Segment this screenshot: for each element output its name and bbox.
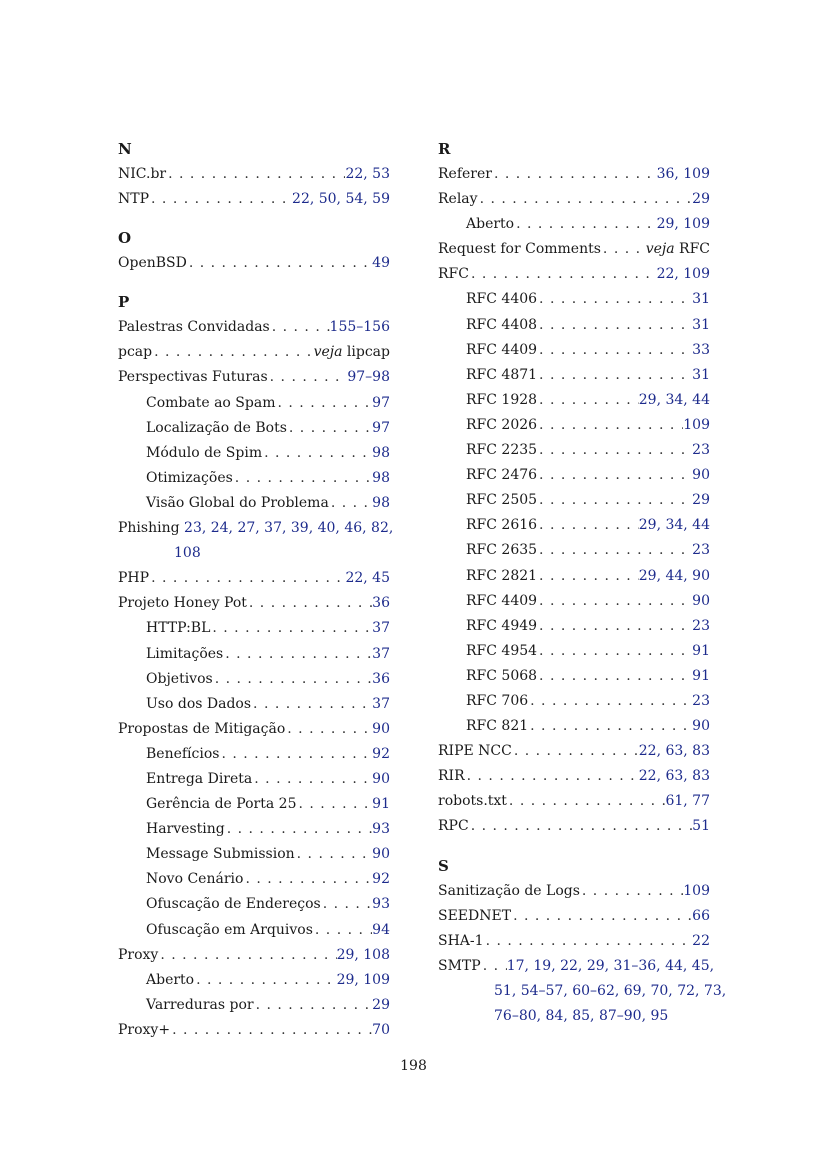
- index-subentry: Harvesting . . . 93: [118, 817, 390, 842]
- page-link[interactable]: 23: [692, 542, 710, 559]
- index-subentry: RFC 821 . . . 90: [438, 714, 710, 739]
- index-entry: pcap . . . veja lipcap: [118, 340, 390, 365]
- page-link[interactable]: 91: [692, 642, 710, 659]
- page-link[interactable]: 22: [692, 932, 710, 949]
- page-link-continuation[interactable]: 76–80, 84, 85, 87–90, 95: [494, 1008, 669, 1024]
- page-link[interactable]: 70: [372, 1021, 390, 1038]
- index-subentry: Ofuscação de Endereços . . . 93: [118, 892, 390, 917]
- page-link[interactable]: 97: [372, 419, 390, 436]
- page-link[interactable]: 22, 50, 54, 59: [292, 191, 390, 208]
- index-subentry: RFC 4954 . . . 91: [438, 639, 710, 664]
- index-entry: Sanitização de Logs . . . 109: [438, 879, 710, 904]
- index-subentry: RFC 2821 . . . 29, 44, 90: [438, 564, 710, 589]
- page-link[interactable]: 29: [692, 492, 710, 509]
- page-link[interactable]: 91: [372, 796, 390, 813]
- index-entry: OpenBSD . . . 49: [118, 251, 390, 276]
- page-link[interactable]: 61, 77: [665, 793, 710, 810]
- index-entry: Proxy . . . 29, 108: [118, 943, 390, 968]
- index-subentry: Varreduras por . . . 29: [118, 993, 390, 1018]
- index-entry: Projeto Honey Pot . . . 36: [118, 591, 390, 616]
- index-subentry: Localização de Bots . . . 97: [118, 416, 390, 441]
- index-entry: RPC . . . 51: [438, 814, 710, 839]
- index-subentry: RFC 5068 . . . 91: [438, 664, 710, 689]
- page-link[interactable]: 93: [372, 896, 390, 913]
- page-link[interactable]: 90: [692, 718, 710, 735]
- index-entry: robots.txt . . . 61, 77: [438, 789, 710, 814]
- page-link[interactable]: 23: [692, 442, 710, 459]
- page-link[interactable]: 97: [372, 394, 390, 411]
- page-link[interactable]: 93: [372, 821, 390, 838]
- page-link[interactable]: 66: [692, 907, 710, 924]
- index-entry: PHP . . . 22, 45: [118, 566, 390, 591]
- index-subentry: Uso dos Dados . . . 37: [118, 692, 390, 717]
- page-link[interactable]: 36: [372, 595, 390, 612]
- index-subentry: Novo Cenário . . . 92: [118, 867, 390, 892]
- page-link[interactable]: 90: [372, 720, 390, 737]
- page-link[interactable]: 29, 34, 44: [638, 517, 710, 534]
- index-subentry: Benefícios . . . 92: [118, 742, 390, 767]
- index-subentry: Ofuscação em Arquivos . . . 94: [118, 918, 390, 943]
- index-column-left: [118, 137, 394, 1043]
- index-subentry: HTTP:BL . . . 37: [118, 616, 390, 641]
- index-subentry: Aberto . . . 29, 109: [438, 212, 710, 237]
- index-subentry: RFC 2476 . . . 90: [438, 463, 710, 488]
- index-entry: RFC . . . 22, 109: [438, 262, 710, 287]
- page-link[interactable]: 23: [692, 617, 710, 634]
- index-column-right: [438, 137, 727, 1029]
- index-entry: Phishing 23, 24, 27, 37, 39, 40, 46, 82,: [118, 516, 390, 541]
- index-entry: Propostas de Mitigação . . . 90: [118, 717, 390, 742]
- index-subentry: RFC 2505 . . . 29: [438, 488, 710, 513]
- index-subentry: Módulo de Spim . . . 98: [118, 441, 390, 466]
- index-entry: SMTP . . . 17, 19, 22, 29, 31–36, 44, 45,: [438, 954, 710, 979]
- page-link[interactable]: 33: [692, 341, 710, 358]
- index-entry: Referer . . . 36, 109: [438, 162, 710, 187]
- page-link[interactable]: 90: [692, 467, 710, 484]
- page-link[interactable]: 23: [692, 692, 710, 709]
- page-link[interactable]: 29, 109: [336, 971, 390, 988]
- page-link[interactable]: 90: [692, 592, 710, 609]
- page-link[interactable]: 29, 34, 44: [638, 391, 710, 408]
- page-link[interactable]: 31: [692, 316, 710, 333]
- index-subentry: Limitações . . . 37: [118, 642, 390, 667]
- page-link[interactable]: 17, 19, 22, 29, 31–36, 44, 45,: [506, 957, 715, 974]
- index-subentry: RFC 4409 . . . 33: [438, 338, 710, 363]
- index-subentry: RFC 4409 . . . 90: [438, 589, 710, 614]
- page-link[interactable]: 37: [372, 620, 390, 637]
- page-link[interactable]: 97–98: [347, 369, 390, 386]
- page-link[interactable]: 22, 63, 83: [638, 768, 710, 785]
- page-link[interactable]: 91: [692, 667, 710, 684]
- page-link[interactable]: 36: [372, 670, 390, 687]
- page-link[interactable]: 109: [683, 882, 710, 899]
- page-link[interactable]: 94: [372, 921, 390, 938]
- index-entry: NTP . . . 22, 50, 54, 59: [118, 187, 390, 212]
- page-link[interactable]: 22, 53: [345, 166, 390, 182]
- page-link[interactable]: 23, 24, 27, 37, 39, 40, 46, 82,: [184, 520, 394, 537]
- page-link[interactable]: 37: [372, 645, 390, 662]
- page-link[interactable]: 92: [372, 745, 390, 762]
- page-link[interactable]: 90: [372, 770, 390, 787]
- index-entry: RIR . . . 22, 63, 83: [438, 764, 710, 789]
- section-letter-n: N: [118, 140, 132, 158]
- index-subentry: RFC 2026 . . . 109: [438, 413, 710, 438]
- index-subentry: RFC 2635 . . . 23: [438, 538, 710, 563]
- page-link[interactable]: 37: [372, 695, 390, 712]
- page-link[interactable]: 31: [692, 366, 710, 383]
- index-subentry: RFC 4406 . . . 31: [438, 287, 710, 312]
- section-letter-p: P: [118, 293, 130, 312]
- page-link[interactable]: 29, 108: [336, 946, 390, 963]
- index-subentry: Aberto . . . 29, 109: [118, 968, 390, 993]
- section-letter-o: O: [118, 229, 132, 248]
- page-link[interactable]: 31: [692, 291, 710, 308]
- page-link[interactable]: 92: [372, 871, 390, 888]
- page-link-continuation[interactable]: 108: [174, 545, 201, 562]
- index-subentry: RFC 2616 . . . 29, 34, 44: [438, 513, 710, 538]
- index-entry: SEEDNET . . . 66: [438, 904, 710, 929]
- index-subentry: RFC 4408 . . . 31: [438, 313, 710, 338]
- index-subentry: Otimizações . . . 98: [118, 466, 390, 491]
- page-link[interactable]: 98: [372, 469, 390, 486]
- page-link[interactable]: 29, 109: [656, 216, 710, 233]
- index-subentry: RFC 706 . . . 23: [438, 689, 710, 714]
- index-subentry: RFC 4871 . . . 31: [438, 363, 710, 388]
- page-number: 198: [400, 1058, 427, 1074]
- index-subentry: RFC 1928 . . . 29, 34, 44: [438, 388, 710, 413]
- index-subentry: Visão Global do Problema . . . 98: [118, 491, 390, 516]
- page-link[interactable]: 155–156: [329, 319, 390, 336]
- page-link[interactable]: 29: [372, 996, 390, 1013]
- page-link[interactable]: 22, 63, 83: [638, 743, 710, 760]
- page-link[interactable]: 29, 44, 90: [638, 567, 710, 584]
- index-subentry: Entrega Direta . . . 90: [118, 767, 390, 792]
- page-link[interactable]: 49: [372, 255, 390, 272]
- page-link[interactable]: 51: [692, 818, 710, 835]
- index-subentry: RFC 4949 . . . 23: [438, 614, 710, 639]
- index-subentry: Combate ao Spam . . . 97: [118, 391, 390, 416]
- page-link[interactable]: 36, 109: [656, 166, 710, 182]
- index-entry: Relay . . . 29: [438, 187, 710, 212]
- page-link[interactable]: 98: [372, 494, 390, 511]
- page-link[interactable]: 98: [372, 444, 390, 461]
- see-reference: veja lipcap: [313, 344, 390, 361]
- index-subentry: RFC 2235 . . . 23: [438, 438, 710, 463]
- section-letter-r: R: [438, 140, 451, 158]
- index-entry: RIPE NCC . . . 22, 63, 83: [438, 739, 710, 764]
- section-letter-s: S: [438, 856, 449, 875]
- page-link-continuation[interactable]: 51, 54–57, 60–62, 69, 70, 72, 73,: [494, 982, 727, 999]
- index-subentry: Objetivos . . . 36: [118, 667, 390, 692]
- index-entry: SHA-1 . . . 22: [438, 929, 710, 954]
- index-subentry: Gerência de Porta 25 . . . 91: [118, 792, 390, 817]
- page-link[interactable]: 29: [692, 191, 710, 208]
- index-subentry: Message Submission . . . 90: [118, 842, 390, 867]
- index-entry: Request for Comments . . . veja RFC: [438, 237, 710, 262]
- see-reference: veja RFC: [645, 241, 710, 258]
- index-entry: Proxy+ . . . 70: [118, 1018, 390, 1043]
- index-entry: NIC.br . . . 22, 53: [118, 162, 390, 187]
- page-link[interactable]: 22, 109: [656, 266, 710, 283]
- page-link[interactable]: 109: [683, 416, 710, 433]
- index-entry: Palestras Convidadas . . . 155–156: [118, 315, 390, 340]
- index-entry: Perspectivas Futuras . . . 97–98: [118, 365, 390, 390]
- page-link[interactable]: 90: [372, 846, 390, 863]
- page-link[interactable]: 22, 45: [345, 570, 390, 587]
